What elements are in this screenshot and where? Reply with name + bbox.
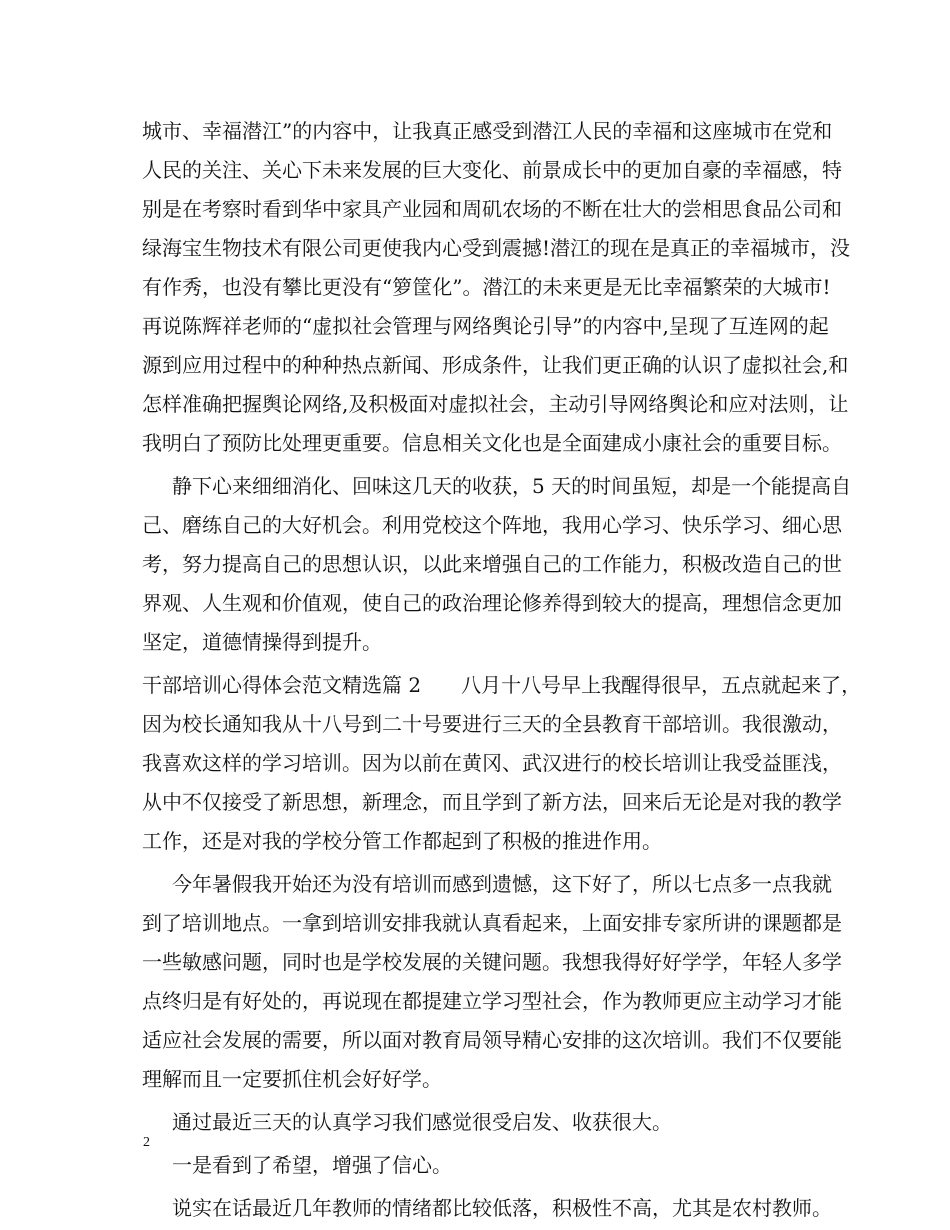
text-line: 一些敏感问题，同时也是学校发展的关键问题。我想我得好好学学，年轻人多学: [142, 950, 842, 974]
text-line: 考，努力提高自己的思想认识，以此来增强自己的工作能力，积极改造自己的世: [142, 552, 842, 576]
text-line: 人民的关注、关心下未来发展的巨大变化、前景成长中的更加自豪的幸福感，特: [142, 158, 842, 182]
text-line: 别是在考察时看到华中家具产业园和周矶农场的不断在壮大的尝相思食品公司和: [142, 197, 842, 221]
text-line: 理解而且一定要抓住机会好好学。: [142, 1067, 442, 1091]
paragraph: [142, 1103, 812, 1142]
paragraph: [142, 666, 862, 861]
text-line: 静下心来细细消化、回味这几天的收获，5 天的时间虽短，却是一个能提高自: [172, 474, 852, 498]
text-line: 绿海宝生物技术有限公司更使我内心受到震撼!潜江的现在是真正的幸福城市，没: [142, 236, 851, 260]
text-line: 有作秀，也没有攀比更没有“箩筐化”。潜江的未来更是无比幸福繁荣的大城市!: [142, 275, 831, 299]
text-line: 说实在话最近几年教师的情绪都比较低落，积极性不高，尤其是农村教师。: [172, 1196, 832, 1220]
text-line: 点终归是有好处的，再说现在都提建立学习型社会，作为教师更应主动学习才能: [142, 989, 842, 1013]
paragraph: [142, 865, 842, 1099]
text-line: 因为校长通知我从十八号到二十号要进行三天的全县教育干部培训。我很激动，: [142, 712, 842, 736]
text-line: 己、磨练自己的大好机会。利用党校这个阵地，我用心学习、快乐学习、细心思: [142, 513, 842, 537]
text-line: 我喜欢这样的学习培训。因为以前在黄冈、武汉进行的校长培训让我受益匪浅，: [142, 751, 842, 775]
text-line: 工作，还是对我的学校分管工作都起到了积极的推进作用。: [142, 829, 662, 853]
text-line: 通过最近三天的认真学习我们感觉很受启发、收获很大。: [172, 1110, 672, 1134]
text-line: 界观、人生观和价值观，使自己的政治理论修养得到较大的提高，理想信念更加: [142, 591, 842, 615]
text-line: 一是看到了希望，增强了信心。: [172, 1153, 452, 1177]
text-line: 怎样准确把握舆论网络,及积极面对虚拟社会，主动引导网络舆论和应对法则，让: [142, 392, 849, 416]
text-line: 今年暑假我开始还为没有培训而感到遗憾，这下好了，所以七点多一点我就: [172, 872, 832, 896]
text-line: 干部培训心得体会范文精选篇 2 八月十八号早上我醒得很早，五点就起来了，: [142, 673, 862, 697]
paragraph: [142, 112, 851, 463]
page-number: 2: [143, 1135, 150, 1150]
text-line: 坚定，道德情操得到提升。: [142, 630, 382, 654]
paragraph: [142, 1189, 832, 1228]
text-line: 源到应用过程中的种种热点新闻、形成条件，让我们更正确的认识了虚拟社会,和: [142, 353, 849, 377]
text-line: 到了培训地点。一拿到培训安排我就认真看起来，上面安排专家所讲的课题都是: [142, 911, 842, 935]
text-line: 再说陈辉祥老师的“虚拟社会管理与网络舆论引导”的内容中,呈现了互连网的起: [142, 314, 829, 338]
paragraph: [142, 1146, 812, 1185]
text-line: 我明白了预防比处理更重要。信息相关文化也是全面建成小康社会的重要目标。: [142, 431, 842, 455]
text-line: 城市、幸福潜江”的内容中，让我真正感受到潜江人民的幸福和这座城市在党和: [142, 119, 833, 143]
text-line: 适应社会发展的需要，所以面对教育局领导精心安排的这次培训。我们不仅要能: [142, 1028, 842, 1052]
paragraph: [142, 467, 852, 662]
text-line: 从中不仅接受了新思想，新理念，而且学到了新方法，回来后无论是对我的教学: [142, 790, 842, 814]
body-text: [142, 112, 862, 1228]
